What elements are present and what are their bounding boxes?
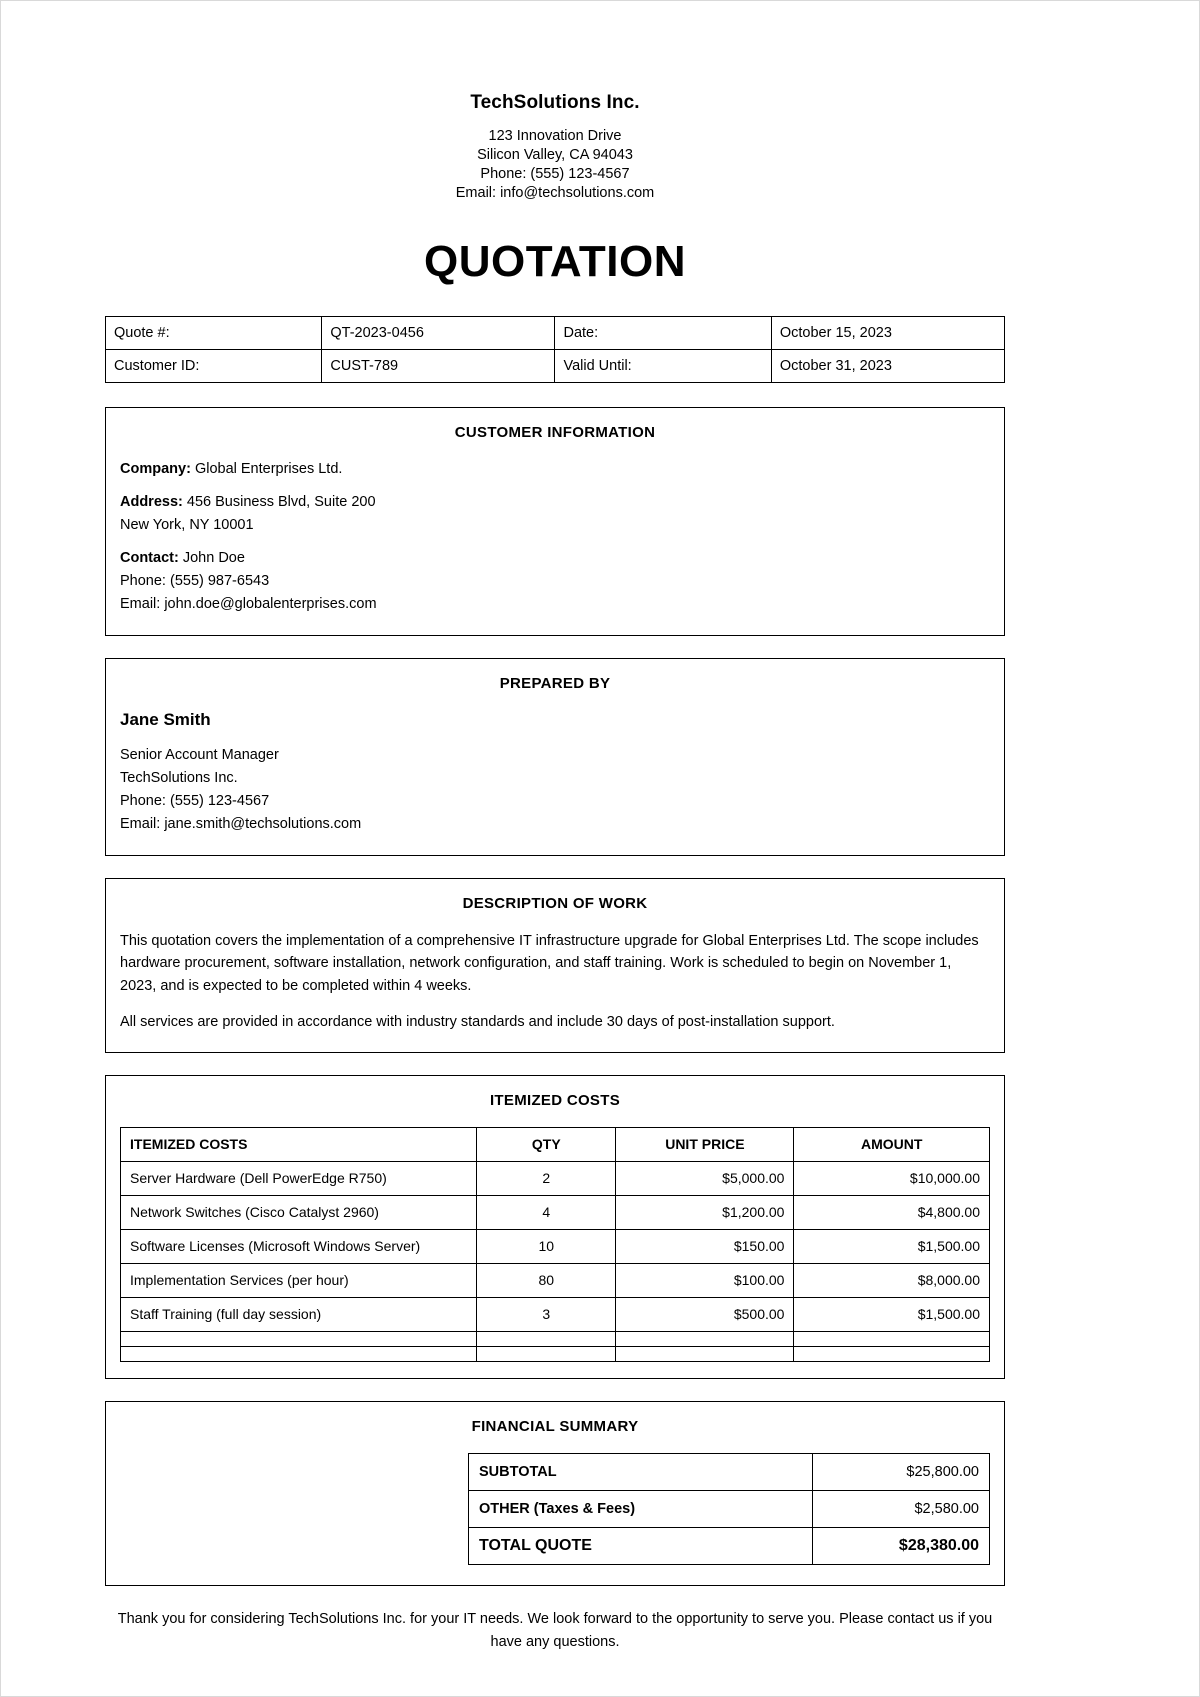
cell-amount <box>794 1346 990 1361</box>
financial-value: $28,380.00 <box>813 1527 990 1564</box>
cell-amount: $10,000.00 <box>794 1161 990 1195</box>
cell-desc: Server Hardware (Dell PowerEdge R750) <box>121 1161 477 1195</box>
cell-price: $5,000.00 <box>616 1161 794 1195</box>
customer-contact-label: Contact: <box>120 550 179 567</box>
quote-date-value: October 15, 2023 <box>771 317 1004 350</box>
quote-number-value: QT-2023-0456 <box>322 317 555 350</box>
financial-label: OTHER (Taxes & Fees) <box>469 1490 813 1527</box>
financial-summary-title: FINANCIAL SUMMARY <box>471 1417 639 1435</box>
cell-amount: $1,500.00 <box>794 1229 990 1263</box>
table-row-empty <box>121 1331 990 1346</box>
customer-address-label: Address: <box>120 494 183 511</box>
cell-desc: Staff Training (full day session) <box>121 1297 477 1331</box>
customer-address-value: 456 Business Blvd, Suite 200 <box>186 494 376 511</box>
itemized-costs-box <box>105 1075 1005 1379</box>
financial-row <box>469 1527 990 1564</box>
financial-label: SUBTOTAL <box>469 1453 813 1490</box>
customer-contact-row <box>120 548 990 569</box>
company-phone: Phone: (555) 123-4567 <box>480 165 630 182</box>
table-row <box>121 1161 990 1195</box>
quote-meta-table <box>105 316 1005 383</box>
cell-amount: $1,500.00 <box>794 1297 990 1331</box>
header-description: ITEMIZED COSTS <box>121 1127 477 1161</box>
cell-price: $1,200.00 <box>616 1195 794 1229</box>
quote-date-label: Date: <box>555 317 771 350</box>
cell-qty: 2 <box>477 1161 616 1195</box>
description-paragraph-2: All services are provided in accordance with industry standards and include 30 days of post-installation support. <box>120 1014 835 1031</box>
financial-value: $25,800.00 <box>813 1453 990 1490</box>
financial-label: TOTAL QUOTE <box>469 1527 813 1564</box>
customer-information-title: CUSTOMER INFORMATION <box>454 424 656 442</box>
description-of-work-box <box>105 878 1005 1053</box>
customer-company-row <box>120 459 990 480</box>
table-row <box>106 350 1005 383</box>
header-amount: AMOUNT <box>794 1127 990 1161</box>
preparer-company: TechSolutions Inc. <box>120 769 238 786</box>
cell-amount: $8,000.00 <box>794 1263 990 1297</box>
customer-contact-value: John Doe <box>182 550 245 567</box>
company-email: Email: info@techsolutions.com <box>455 184 655 201</box>
cell-amount <box>794 1331 990 1346</box>
customer-address-row <box>120 492 990 513</box>
prepared-by-box <box>105 658 1005 855</box>
valid-until-label: Valid Until: <box>555 350 771 383</box>
customer-id-value: CUST-789 <box>322 350 555 383</box>
table-row <box>121 1297 990 1331</box>
cell-desc <box>121 1331 477 1346</box>
cell-qty: 10 <box>477 1229 616 1263</box>
footer-note: Thank you for considering TechSolutions Inc. for your IT needs. We look forward to the opportunity to serve you. Please contact us if you have any questions. <box>117 1610 993 1650</box>
customer-id-label: Customer ID: <box>106 350 322 383</box>
description-of-work-title: DESCRIPTION OF WORK <box>462 894 648 912</box>
customer-company-value: Global Enterprises Ltd. <box>194 461 343 478</box>
header-qty: QTY <box>477 1127 616 1161</box>
financial-value: $2,580.00 <box>813 1490 990 1527</box>
cell-price: $100.00 <box>616 1263 794 1297</box>
letterhead <box>105 92 1005 203</box>
prepared-by-title: PREPARED BY <box>499 675 611 693</box>
table-row <box>121 1195 990 1229</box>
customer-phone: Phone: (555) 987-6543 <box>120 573 270 590</box>
itemized-costs-table <box>120 1127 990 1362</box>
financial-summary-table <box>468 1453 990 1565</box>
itemized-costs-title: ITEMIZED COSTS <box>489 1091 621 1109</box>
company-address-line1: 123 Innovation Drive <box>488 127 622 144</box>
cell-price: $500.00 <box>616 1297 794 1331</box>
cell-qty <box>477 1346 616 1361</box>
cell-price: $150.00 <box>616 1229 794 1263</box>
table-row <box>106 317 1005 350</box>
cell-desc: Network Switches (Cisco Catalyst 2960) <box>121 1195 477 1229</box>
table-header-row <box>121 1127 990 1161</box>
cell-desc: Implementation Services (per hour) <box>121 1263 477 1297</box>
header-unit-price: UNIT PRICE <box>616 1127 794 1161</box>
cell-price <box>616 1346 794 1361</box>
financial-summary-box <box>105 1401 1005 1586</box>
preparer-name: Jane Smith <box>120 710 211 730</box>
cell-qty <box>477 1331 616 1346</box>
table-row <box>121 1263 990 1297</box>
valid-until-value: October 31, 2023 <box>771 350 1004 383</box>
customer-information-box <box>105 407 1005 636</box>
customer-email: Email: john.doe@globalenterprises.com <box>120 596 377 613</box>
financial-summary-body <box>469 1453 990 1564</box>
itemized-costs-body <box>121 1161 990 1361</box>
cell-qty: 4 <box>477 1195 616 1229</box>
document-title: QUOTATION <box>424 236 686 286</box>
description-paragraph-1: This quotation covers the implementation of a comprehensive IT infrastructure upgrade for Global Enterprises Ltd. The scope includes hardware procurement, software installation, network configuration, and staff training. Work is scheduled to begin on November 1, 2023, and is expected to be completed within 4 weeks. <box>120 932 979 994</box>
financial-row <box>469 1490 990 1527</box>
cell-desc <box>121 1346 477 1361</box>
cell-qty: 80 <box>477 1263 616 1297</box>
cell-price <box>616 1331 794 1346</box>
company-address-line2: Silicon Valley, CA 94043 <box>477 146 633 163</box>
customer-address-line2: New York, NY 10001 <box>120 517 254 534</box>
preparer-phone: Phone: (555) 123-4567 <box>120 792 270 809</box>
preparer-email: Email: jane.smith@techsolutions.com <box>120 815 362 832</box>
cell-desc: Software Licenses (Microsoft Windows Server) <box>121 1229 477 1263</box>
table-row <box>121 1229 990 1263</box>
table-row-empty <box>121 1346 990 1361</box>
cell-qty: 3 <box>477 1297 616 1331</box>
document-content <box>105 92 1005 1654</box>
quote-number-label: Quote #: <box>106 317 322 350</box>
company-name: TechSolutions Inc. <box>470 92 640 113</box>
customer-company-label: Company: <box>120 461 191 478</box>
financial-row <box>469 1453 990 1490</box>
cell-amount: $4,800.00 <box>794 1195 990 1229</box>
preparer-role: Senior Account Manager <box>120 746 279 763</box>
